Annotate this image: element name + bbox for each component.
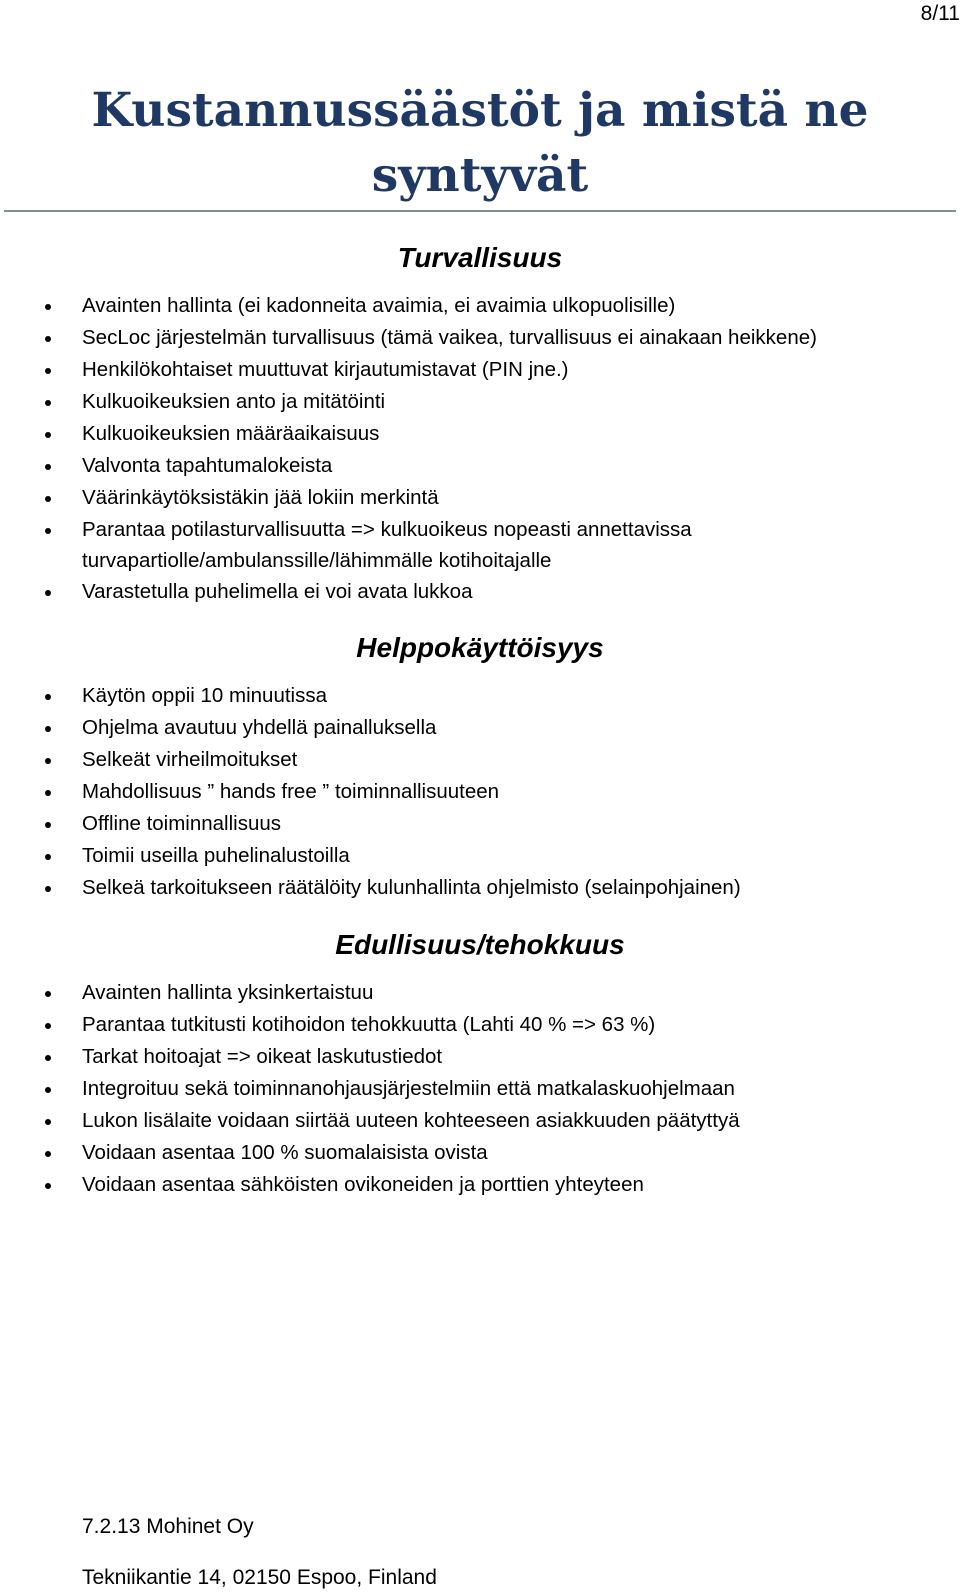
bullet-icon bbox=[45, 1119, 51, 1125]
bullet-icon bbox=[45, 854, 51, 860]
title-divider bbox=[4, 210, 956, 212]
section-heading-helppokayttoisyys: Helppokäyttöisyys bbox=[356, 632, 604, 663]
list-item: Integroituu sekä toiminnanohjausjärjestelmiin että matkalaskuohjelmaan bbox=[0, 1073, 940, 1105]
turvallisuus-list bbox=[0, 290, 940, 608]
list-item: Selkeä tarkoitukseen räätälöity kulunhallinta ohjelmisto (selainpohjainen) bbox=[0, 872, 940, 904]
bullet-icon bbox=[45, 464, 51, 470]
bullet-icon bbox=[45, 886, 51, 892]
list-item: Voidaan asentaa 100 % suomalaisista ovista bbox=[0, 1137, 940, 1169]
bullet-icon bbox=[45, 1151, 51, 1157]
title-line-1: Kustannussäästöt ja mistä ne bbox=[91, 83, 869, 138]
list-item: Toimii useilla puhelinalustoilla bbox=[0, 840, 940, 872]
bullet-icon bbox=[45, 1023, 51, 1029]
list-item: Varastetulla puhelimella ei voi avata lukkoa bbox=[0, 576, 940, 608]
page-title bbox=[0, 78, 960, 208]
bullet-icon bbox=[45, 528, 51, 534]
list-item: Kulkuoikeuksien anto ja mitätöinti bbox=[0, 386, 940, 418]
bullet-icon bbox=[45, 1183, 51, 1189]
list-item: Mahdollisuus ” hands free ” toiminnallisuuteen bbox=[0, 776, 940, 808]
list-item: Offline toiminnallisuus bbox=[0, 808, 940, 840]
bullet-icon bbox=[45, 1055, 51, 1061]
list-item-continuation: turvapartiolle/ambulanssille/lähimmälle kotihoitajalle bbox=[82, 549, 552, 572]
bullet-icon bbox=[45, 790, 51, 796]
section-heading-edullisuus: Edullisuus/tehokkuus bbox=[335, 929, 625, 960]
list-item: Käytön oppii 10 minuutissa bbox=[0, 680, 940, 712]
bullet-icon bbox=[45, 694, 51, 700]
bullet-icon bbox=[45, 726, 51, 732]
list-item: Avainten hallinta (ei kadonneita avaimia, ei avaimia ulkopuolisille) bbox=[0, 290, 940, 322]
bullet-icon bbox=[45, 432, 51, 438]
list-item: Selkeät virheilmoitukset bbox=[0, 744, 940, 776]
list-item: Parantaa potilasturvallisuutta => kulkuoikeus nopeasti annettavissa turvapartiolle/ambulanssille/lähimmälle kotihoitajalle bbox=[0, 514, 940, 576]
list-item: Lukon lisälaite voidaan siirtää uuteen kohteeseen asiakkuuden päätyttyä bbox=[0, 1105, 940, 1137]
bullet-icon bbox=[45, 496, 51, 502]
footer-date-company: 7.2.13 Mohinet Oy bbox=[82, 1515, 254, 1538]
list-item: Parantaa tutkitusti kotihoidon tehokkuutta (Lahti 40 % => 63 %) bbox=[0, 1009, 940, 1041]
bullet-icon bbox=[45, 1087, 51, 1093]
bullet-icon bbox=[45, 822, 51, 828]
list-item: Väärinkäytöksistäkin jää lokiin merkintä bbox=[0, 482, 940, 514]
bullet-icon bbox=[45, 368, 51, 374]
bullet-icon bbox=[45, 590, 51, 596]
list-item: Henkilökohtaiset muuttuvat kirjautumistavat (PIN jne.) bbox=[0, 354, 940, 386]
section-heading-turvallisuus: Turvallisuus bbox=[397, 242, 563, 273]
list-item: SecLoc järjestelmän turvallisuus (tämä vaikea, turvallisuus ei ainakaan heikkene) bbox=[0, 322, 940, 354]
list-item: Ohjelma avautuu yhdellä painalluksella bbox=[0, 712, 940, 744]
bullet-icon bbox=[45, 336, 51, 342]
helppokayttoisyys-list bbox=[0, 680, 940, 904]
title-line-2: syntyvät bbox=[371, 148, 589, 203]
bullet-icon bbox=[45, 758, 51, 764]
list-item: Avainten hallinta yksinkertaistuu bbox=[0, 977, 940, 1009]
footer-address: Tekniikantie 14, 02150 Espoo, Finland bbox=[82, 1566, 437, 1589]
list-item: Voidaan asentaa sähköisten ovikoneiden ja porttien yhteyteen bbox=[0, 1169, 940, 1201]
list-item: Valvonta tapahtumalokeista bbox=[0, 450, 940, 482]
bullet-icon bbox=[45, 991, 51, 997]
bullet-icon bbox=[45, 304, 51, 310]
page-number: 8/11 bbox=[920, 2, 960, 25]
edullisuus-list bbox=[0, 977, 940, 1201]
list-item: Kulkuoikeuksien määräaikaisuus bbox=[0, 418, 940, 450]
list-item: Tarkat hoitoajat => oikeat laskutustiedot bbox=[0, 1041, 940, 1073]
bullet-icon bbox=[45, 400, 51, 406]
